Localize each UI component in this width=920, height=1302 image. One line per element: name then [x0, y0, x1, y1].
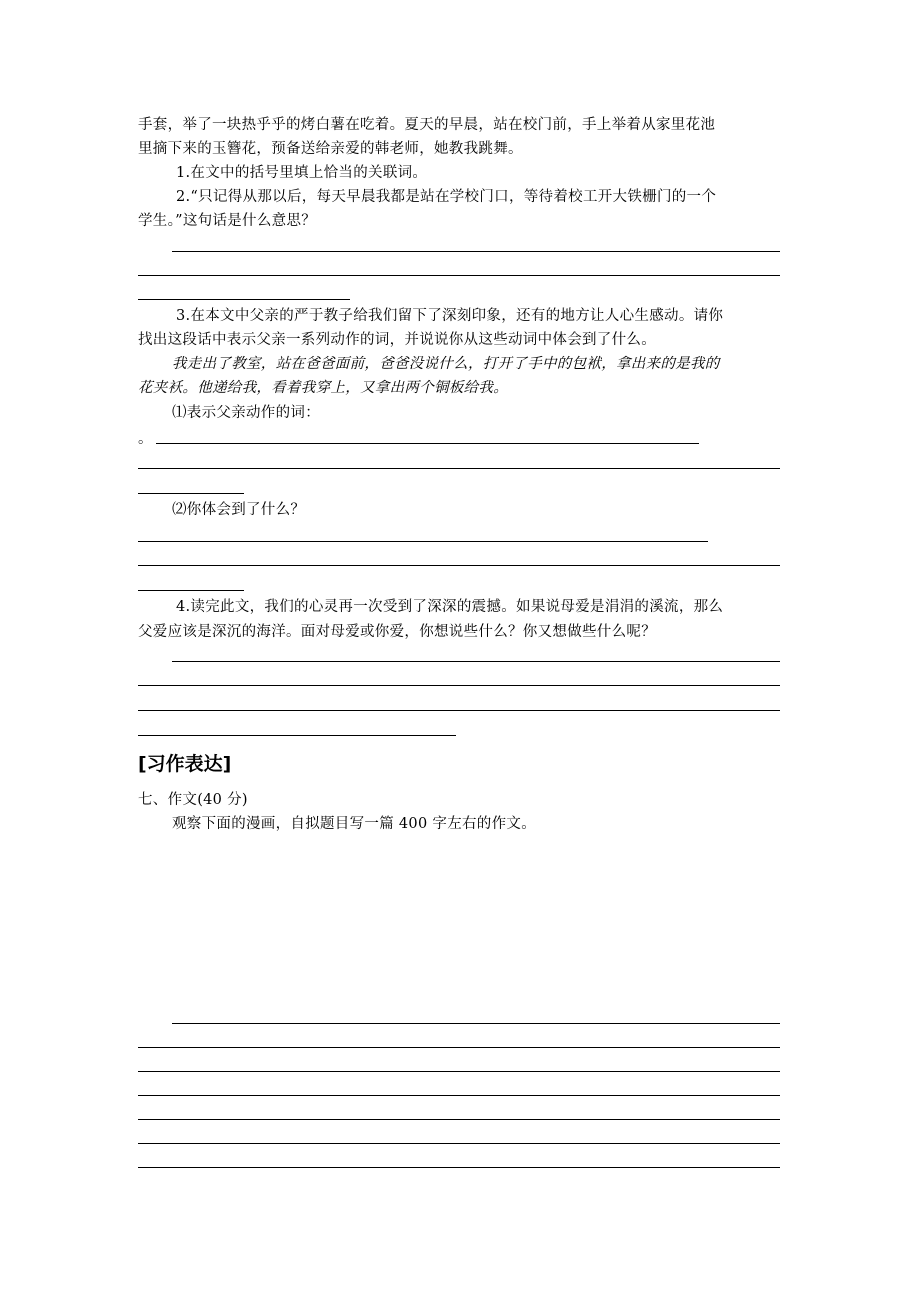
question-1: 1.在文中的括号里填上恰当的关联词。 — [176, 165, 428, 181]
question-4-line-1: 4.读完此文，我们的心灵再一次受到了深深的震撼。如果说母爱是涓涓的溪流，那么 — [176, 599, 724, 615]
passage-line-1: 手套，举了一块热乎乎的烤白薯在吃着。夏天的早晨，站在校门前，手上举着从家里花池 — [138, 117, 716, 133]
essay-line-1[interactable] — [172, 1023, 780, 1024]
answer-line-q4-4[interactable] — [138, 735, 456, 736]
essay-prompt: 观察下面的漫画，自拟题目写一篇 400 字左右的作文。 — [172, 816, 536, 832]
essay-line-2[interactable] — [138, 1047, 780, 1048]
essay-line-6[interactable] — [138, 1143, 780, 1144]
question-3-sub-2: ⑵你体会到了什么？ — [172, 502, 306, 518]
question-2-line-2: 学生。”这句话是什么意思？ — [138, 213, 317, 229]
answer-line-q2-2[interactable] — [138, 275, 780, 276]
answer-line-q4-2[interactable] — [138, 685, 780, 686]
question-3-sub-1-mark: 。 — [138, 431, 153, 447]
essay-line-7[interactable] — [138, 1167, 780, 1168]
essay-line-4[interactable] — [138, 1095, 780, 1096]
answer-line-q3-2-1[interactable] — [138, 541, 708, 542]
answer-line-q3-1-3[interactable] — [138, 493, 244, 494]
section-title: [习作表达] — [138, 753, 232, 775]
answer-line-q4-1[interactable] — [172, 661, 780, 662]
answer-line-q3-1-1[interactable] — [156, 443, 699, 444]
answer-line-q3-2-3[interactable] — [138, 590, 244, 591]
quote-line-2: 花夹袄。他递给我，看着我穿上，又拿出两个铜板给我。 — [138, 380, 508, 396]
answer-line-q2-3[interactable] — [138, 299, 350, 300]
essay-heading: 七、作文(40 分) — [138, 792, 248, 808]
question-3-sub-1: ⑴表示父亲动作的词： — [172, 405, 320, 421]
question-2-line-1: 2.“只记得从那以后，每天早晨我都是站在学校门口，等待着校工开大铁栅门的一个 — [176, 189, 717, 205]
question-3-line-1: 3.在本文中父亲的严于教子给我们留下了深刻印象，还有的地方让人心生感动。请你 — [176, 308, 724, 324]
quote-line-1: 我走出了教室，站在爸爸面前，爸爸没说什么，打开了手中的包袱，拿出来的是我的 — [172, 356, 720, 372]
answer-line-q2-1[interactable] — [172, 251, 780, 252]
question-4-line-2: 父爱应该是深沉的海洋。面对母爱或你爱，你想说些什么？你又想做些什么呢？ — [138, 624, 656, 640]
question-3-line-2: 找出这段话中表示父亲一系列动作的词，并说说你从这些动词中体会到了什么。 — [138, 332, 656, 348]
answer-line-q3-1-2[interactable] — [138, 468, 780, 469]
answer-line-q4-3[interactable] — [138, 710, 780, 711]
essay-line-5[interactable] — [138, 1119, 780, 1120]
passage-line-2: 里摘下来的玉簪花，预备送给亲爱的韩老师，她教我跳舞。 — [138, 141, 523, 157]
essay-line-3[interactable] — [138, 1071, 780, 1072]
answer-line-q3-2-2[interactable] — [138, 565, 780, 566]
document-page — [138, 0, 782, 1302]
